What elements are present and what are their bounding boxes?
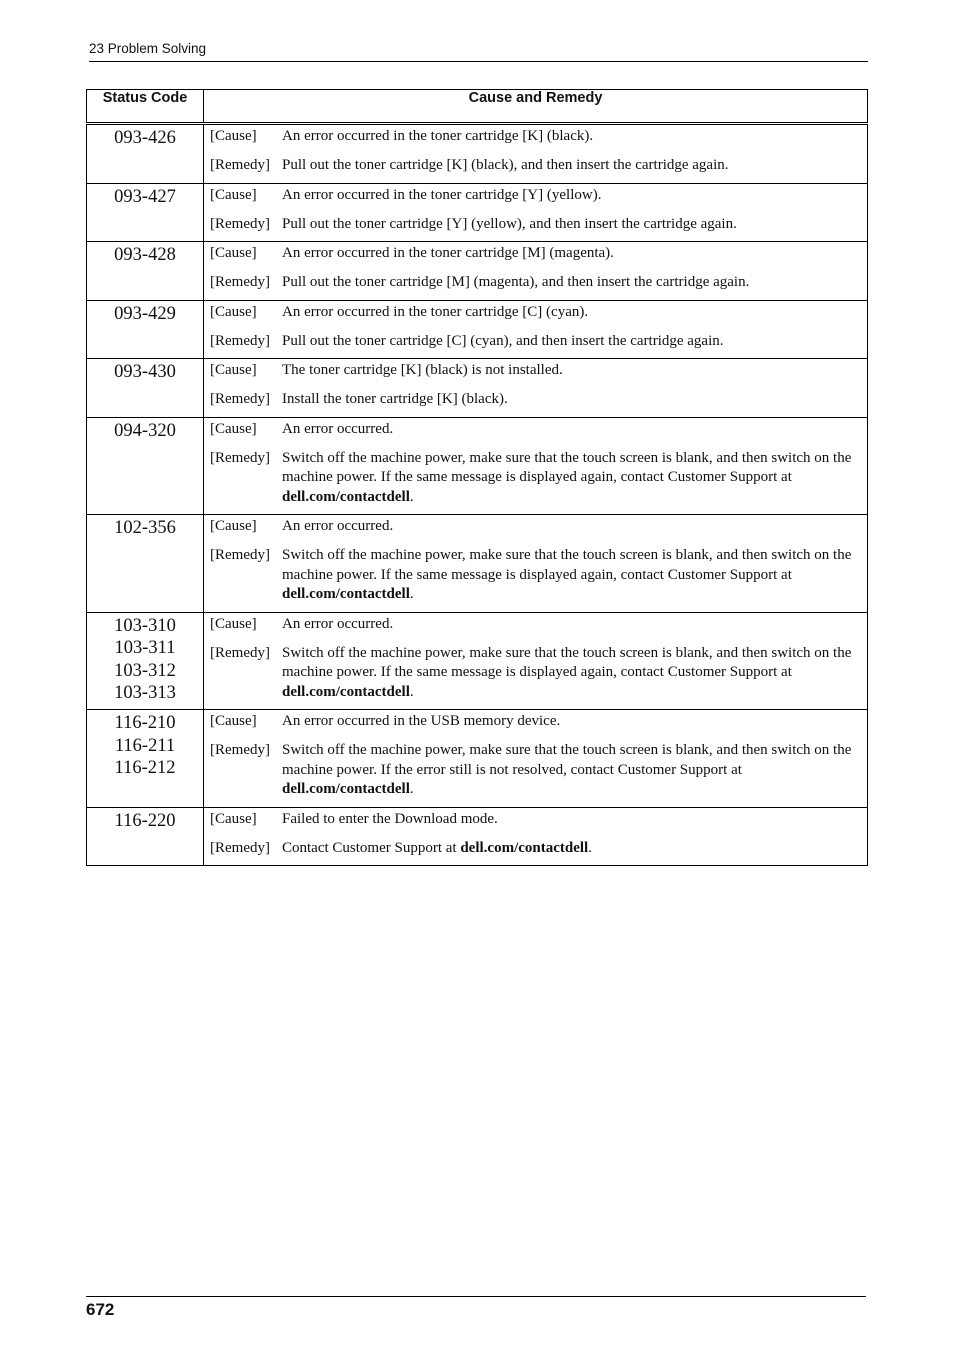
remedy-line [210, 546, 861, 605]
status-code: 093-426 [114, 128, 176, 148]
status-code-table [86, 89, 868, 866]
table-row [87, 124, 868, 184]
support-link[interactable]: dell.com/contactdell [282, 683, 410, 700]
cause-remedy-cell [204, 242, 868, 301]
status-code: 093-429 [114, 303, 176, 324]
remedy-text [282, 332, 861, 352]
cause-tag: [Cause] [210, 615, 257, 632]
status-code: 116-211 [114, 735, 176, 756]
remedy-text [282, 546, 861, 605]
cause-line [210, 303, 861, 323]
remedy-text-body: Pull out the toner cartridge [C] (cyan), and then insert the cartridge again. [282, 332, 724, 349]
remedy-line [210, 156, 861, 176]
table-header-row [87, 90, 868, 124]
status-code-cell [87, 124, 204, 184]
status-code: 093-430 [114, 362, 176, 382]
column-header-status-code: Status Code [87, 90, 204, 124]
remedy-tag: [Remedy] [210, 449, 270, 466]
cause-text: An error occurred. [282, 518, 394, 534]
remedy-tag: [Remedy] [210, 644, 270, 661]
status-code: 102-356 [114, 518, 176, 538]
remedy-text-body: Switch off the machine power, make sure that the touch screen is blank, and then switch on the machine power. If the same message is displayed again, contact Customer Support at [282, 644, 852, 680]
status-code-cell [87, 515, 204, 613]
table-row [87, 710, 868, 808]
cause-remedy-cell [204, 417, 868, 515]
remedy-text-suffix: . [409, 781, 414, 797]
cause-remedy-cell [204, 612, 868, 710]
status-code: 103-313 [114, 683, 176, 703]
cause-tag: [Cause] [210, 245, 257, 261]
status-code: 103-312 [114, 660, 176, 681]
remedy-tag: [Remedy] [210, 215, 270, 232]
cause-remedy-cell [204, 359, 868, 418]
cause-text: Failed to enter the Download mode. [282, 810, 498, 827]
cause-tag: [Cause] [210, 713, 257, 729]
remedy-text [282, 839, 861, 859]
remedy-line [210, 332, 861, 352]
cause-line [210, 615, 861, 635]
cause-tag: [Cause] [210, 128, 257, 144]
remedy-line [210, 215, 861, 235]
cause-text: An error occurred in the toner cartridge [M] (magenta). [282, 245, 614, 261]
cause-remedy-cell [204, 124, 868, 184]
remedy-text-body: Install the toner cartridge [K] (black). [282, 391, 508, 407]
status-code-cell [87, 807, 204, 866]
cause-line [210, 127, 861, 147]
remedy-line [210, 644, 861, 703]
remedy-text [282, 215, 861, 235]
cause-tag: [Cause] [210, 810, 257, 827]
remedy-text-body: Pull out the toner cartridge [Y] (yellow), and then insert the cartridge again. [282, 215, 737, 232]
table-row [87, 417, 868, 515]
status-code-cell [87, 359, 204, 418]
status-code-cell [87, 183, 204, 242]
table-row [87, 242, 868, 301]
remedy-tag: [Remedy] [210, 332, 270, 349]
remedy-line [210, 390, 861, 410]
status-code: 103-311 [114, 638, 176, 658]
remedy-line [210, 449, 861, 508]
remedy-text [282, 156, 861, 176]
cause-tag: [Cause] [210, 186, 257, 203]
status-code-cell [87, 242, 204, 301]
table-row [87, 515, 868, 613]
status-code: 103-310 [114, 615, 176, 636]
remedy-text-body: Pull out the toner cartridge [K] (black), and then insert the cartridge again. [282, 157, 729, 173]
remedy-tag: [Remedy] [210, 157, 270, 173]
cause-line [210, 420, 861, 440]
status-code-cell [87, 612, 204, 710]
remedy-tag: [Remedy] [210, 742, 270, 758]
remedy-text-suffix: . [588, 839, 592, 856]
cause-text: An error occurred. [282, 615, 394, 632]
remedy-text-body: Pull out the toner cartridge [M] (magenta), and then insert the cartridge again. [282, 274, 750, 290]
cause-line [210, 186, 861, 206]
table-body [87, 124, 868, 866]
status-code: 116-212 [114, 758, 176, 778]
remedy-tag: [Remedy] [210, 391, 270, 407]
cause-text: An error occurred in the toner cartridge [K] (black). [282, 128, 594, 144]
cause-line [210, 712, 861, 732]
status-code: 093-427 [114, 186, 176, 207]
remedy-text-suffix: . [409, 586, 414, 602]
status-code: 116-220 [114, 810, 176, 831]
cause-remedy-cell [204, 807, 868, 866]
cause-remedy-cell [204, 515, 868, 613]
status-code: 093-428 [114, 245, 176, 265]
remedy-tag: [Remedy] [210, 547, 270, 563]
status-code-cell [87, 710, 204, 808]
remedy-line [210, 839, 861, 859]
remedy-text [282, 449, 861, 508]
support-link[interactable]: dell.com/contactdell [282, 586, 410, 602]
page-footer [86, 1296, 866, 1320]
support-link[interactable]: dell.com/contactdell [282, 781, 410, 797]
cause-tag: [Cause] [210, 420, 257, 437]
remedy-text-body: Switch off the machine power, make sure that the touch screen is blank, and then switch on the machine power. If the error still is not resolved, contact Customer Support at [282, 742, 852, 778]
cause-text: The toner cartridge [K] (black) is not installed. [282, 362, 563, 378]
table-row [87, 612, 868, 710]
table-row [87, 300, 868, 359]
remedy-tag: [Remedy] [210, 274, 270, 290]
cause-text: An error occurred. [282, 420, 394, 437]
column-header-cause-remedy: Cause and Remedy [204, 90, 868, 124]
remedy-text-suffix: . [409, 488, 414, 505]
cause-text: An error occurred in the toner cartridge [C] (cyan). [282, 303, 589, 320]
support-link[interactable]: dell.com/contactdell [460, 839, 589, 856]
remedy-text-body: Switch off the machine power, make sure that the touch screen is blank, and then switch on the machine power. If the same message is displayed again, contact Customer Support at [282, 449, 852, 485]
status-code-cell [87, 300, 204, 359]
cause-text: An error occurred in the USB memory device. [282, 713, 561, 729]
cause-tag: [Cause] [210, 362, 257, 378]
cause-tag: [Cause] [210, 518, 257, 534]
cause-line [210, 517, 861, 537]
support-link[interactable]: dell.com/contactdell [282, 488, 410, 505]
remedy-tag: [Remedy] [210, 839, 270, 856]
page-number: 672 [86, 1300, 115, 1319]
status-code-cell [87, 417, 204, 515]
remedy-text [282, 390, 861, 410]
table-row [87, 359, 868, 418]
remedy-line [210, 741, 861, 800]
remedy-line [210, 273, 861, 293]
cause-remedy-cell [204, 183, 868, 242]
remedy-text-body: Switch off the machine power, make sure that the touch screen is blank, and then switch on the machine power. If the same message is displayed again, contact Customer Support at [282, 547, 852, 583]
remedy-text-suffix: . [409, 683, 414, 700]
cause-remedy-cell [204, 300, 868, 359]
remedy-text [282, 273, 861, 293]
status-code: 116-210 [114, 713, 176, 733]
running-header: 23 Problem Solving [89, 41, 868, 62]
cause-text: An error occurred in the toner cartridge [Y] (yellow). [282, 186, 602, 203]
table-row [87, 183, 868, 242]
remedy-text-body: Contact Customer Support at [282, 839, 461, 856]
remedy-text [282, 644, 861, 703]
cause-line [210, 361, 861, 381]
status-code: 094-320 [114, 420, 176, 441]
cause-line [210, 810, 861, 830]
table-row [87, 807, 868, 866]
cause-remedy-cell [204, 710, 868, 808]
cause-tag: [Cause] [210, 303, 257, 320]
cause-line [210, 244, 861, 264]
remedy-text [282, 741, 861, 800]
